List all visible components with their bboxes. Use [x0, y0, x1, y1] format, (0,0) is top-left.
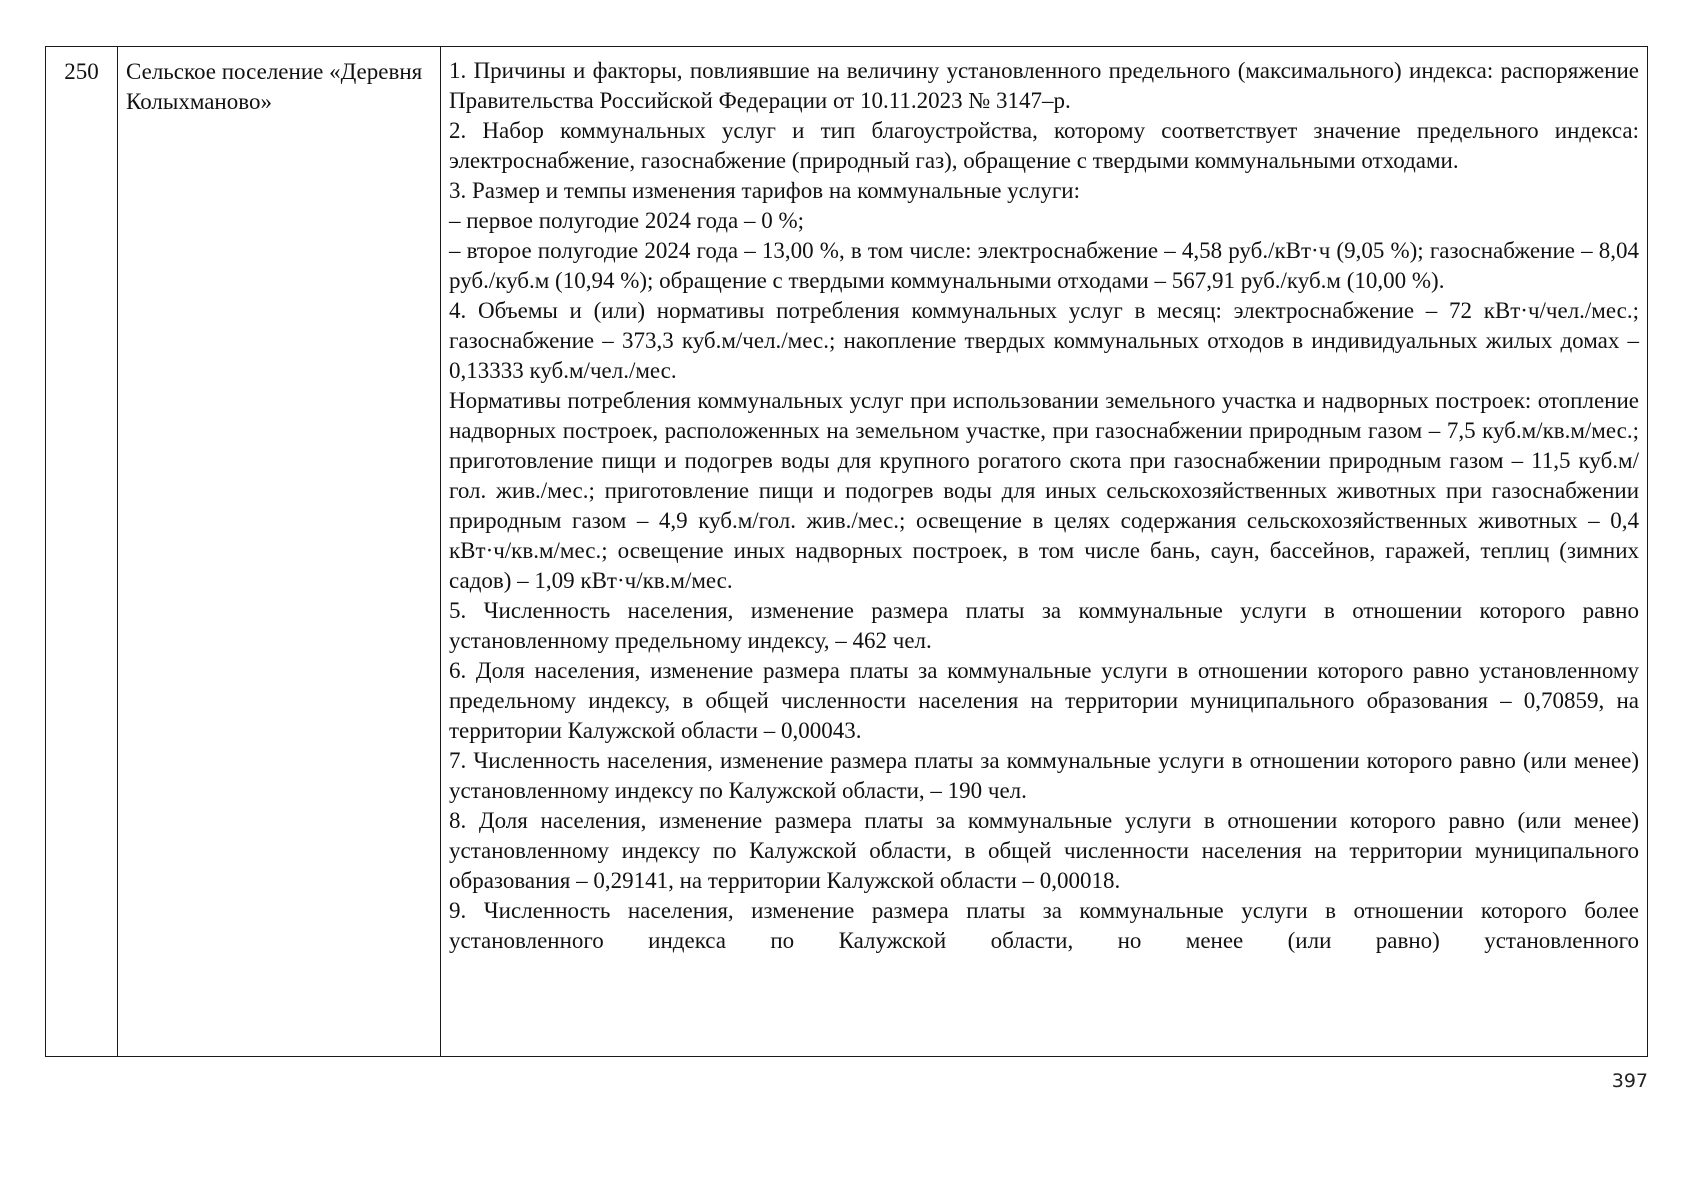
paragraph-2: 2. Набор коммунальных услуг и тип благоустройства, которому соответствует значение предельного индекса: электроснабжение, газоснабжение (природный газ), обращение с твердыми коммунальными отходами. [449, 118, 1639, 173]
indices-table [45, 46, 1648, 1057]
paragraph-7: 7. Численность населения, изменение размера платы за коммунальные услуги в отношении которого равно (или менее) установленному индексу по Калужской области, – 190 чел. [449, 748, 1639, 803]
description-cell [441, 47, 1648, 1057]
paragraph-4: 4. Объемы и (или) нормативы потребления коммунальных услуг в месяц: электроснабжение – 72 кВт·ч/чел./мес.; газоснабжение – 373,3 куб.м/чел./мес.; накопление твердых коммунальных отходов в индивидуальных жилых домах – 0,13333 куб.м/чел./мес. [449, 298, 1639, 383]
row-number: 250 [64, 59, 99, 84]
paragraph-5: 5. Численность населения, изменение размера платы за коммунальные услуги в отношении которого равно установленному предельному индексу, – 462 чел. [449, 598, 1639, 653]
paragraph-8: 8. Доля населения, изменение размера платы за коммунальные услуги в отношении которого равно (или менее) установленному индексу по Калужской области, в общей численности населения на территории муниципального образования – 0,29141, на территории Калужской области – 0,00018. [449, 808, 1639, 893]
page-number: 397 [1611, 1070, 1648, 1092]
paragraph-3: 3. Размер и темпы изменения тарифов на коммунальные услуги: [449, 178, 1080, 203]
municipality-name: Сельское поселение «Деревня Колыхманово» [126, 59, 423, 114]
municipality-cell [118, 47, 441, 1057]
paragraph-3-item-1: – первое полугодие 2024 года – 0 %; [449, 208, 805, 233]
table-row [46, 47, 1648, 1057]
row-number-cell [46, 47, 118, 1057]
paragraph-4-norms: Нормативы потребления коммунальных услуг при использовании земельного участка и надворных построек: отопление надворных построек, расположенных на земельном участке, при газоснабжении природным газом – 7,5 куб.м/кв.м/мес.; приготовление пищи и подогрев воды для крупного рогатого скота при газоснабжении природным газом – 11,5 куб.м/гол. жив./мес.; приготовление пищи и подогрев воды для иных сельскохозяйственных животных при газоснабжении природным газом – 4,9 куб.м/гол. жив./мес.; освещение в целях содержания сельскохозяйственных животных – 0,4 кВт·ч/кв.м/мес.; освещение иных надворных построек, в том числе бань, саун, бассейнов, гаражей, теплиц (зимних садов) – 1,09 кВт·ч/кв.м/мес. [449, 388, 1639, 593]
paragraph-3-item-2: – второе полугодие 2024 года – 13,00 %, в том числе: электроснабжение – 4,58 руб./кВт·ч (9,05 %); газоснабжение – 8,04 руб./куб.м (10,94 %); обращение с твердыми коммунальными отходами – 567,91 руб./куб.м (10,00 %). [449, 238, 1639, 293]
paragraph-1: 1. Причины и факторы, повлиявшие на величину установленного предельного (максимального) индекса: распоряжение Правительства Российской Федерации от 10.11.2023 № 3147–р. [449, 58, 1639, 113]
paragraph-6: 6. Доля населения, изменение размера платы за коммунальные услуги в отношении которого равно установленному предельному индексу, в общей численности населения на территории муниципального образования – 0,70859, на территории Калужской области – 0,00043. [449, 658, 1639, 743]
paragraph-9: 9. Численность населения, изменение размера платы за коммунальные услуги в отношении которого более установленного индекса по Калужской области, но менее (или равно) установленного [449, 898, 1639, 953]
